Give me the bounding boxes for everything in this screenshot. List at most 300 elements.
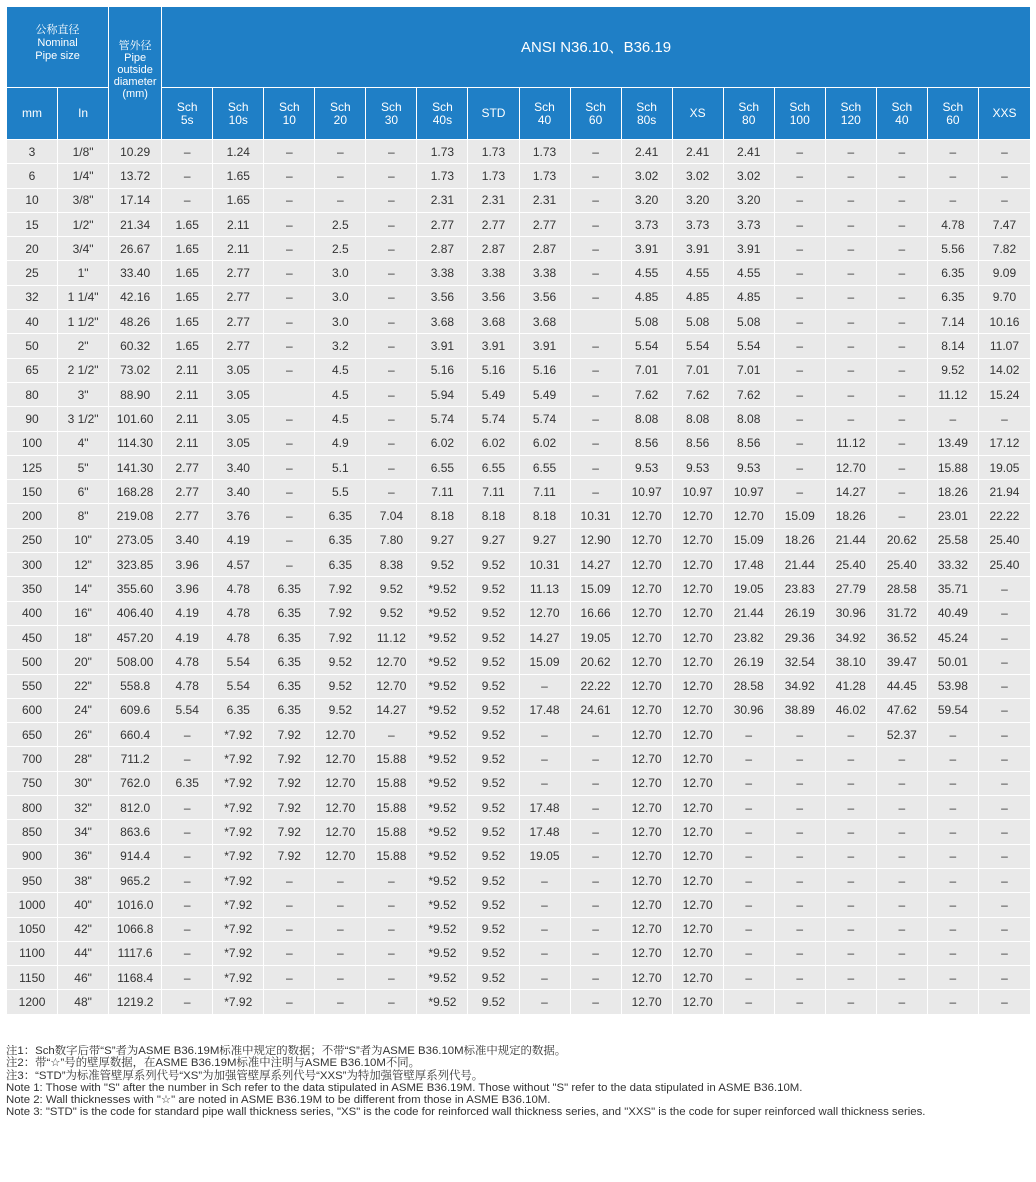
table-cell: 2.5: [315, 237, 366, 261]
table-cell: 550: [7, 674, 58, 698]
table-cell: 3.68: [468, 310, 519, 334]
table-cell: –: [570, 188, 621, 212]
table-cell: 2.77: [519, 212, 570, 236]
table-cell: 1200: [7, 990, 58, 1014]
table-cell: 2.41: [672, 140, 723, 164]
table-cell: 31.72: [876, 601, 927, 625]
table-cell: 30.96: [723, 698, 774, 722]
table-cell: 12.90: [570, 528, 621, 552]
table-cell: 12.70: [315, 820, 366, 844]
table-cell: 2.41: [723, 140, 774, 164]
table-cell: 12.70: [366, 650, 417, 674]
table-cell: 5.56: [927, 237, 978, 261]
table-cell: –: [519, 917, 570, 941]
table-cell: –: [570, 164, 621, 188]
table-cell: –: [162, 747, 213, 771]
table-cell: 22.22: [570, 674, 621, 698]
table-row: [7, 480, 1031, 504]
table-cell: –: [723, 941, 774, 965]
table-cell: –: [978, 796, 1030, 820]
table-cell: 42.16: [109, 285, 162, 309]
table-cell: 41.28: [825, 674, 876, 698]
table-cell: 12.70: [621, 577, 672, 601]
table-cell: –: [264, 212, 315, 236]
table-row: [7, 237, 1031, 261]
table-cell: 2.11: [213, 212, 264, 236]
table-cell: 21.44: [774, 553, 825, 577]
table-cell: 12.70: [672, 966, 723, 990]
table-cell: 28": [58, 747, 109, 771]
table-cell: 3.02: [672, 164, 723, 188]
table-cell: 38.10: [825, 650, 876, 674]
table-cell: –: [723, 796, 774, 820]
table-cell: 12.70: [621, 917, 672, 941]
table-cell: 52.37: [876, 723, 927, 747]
table-cell: –: [366, 407, 417, 431]
table-cell: 30.96: [825, 601, 876, 625]
table-cell: 4.78: [162, 650, 213, 674]
table-cell: 8.14: [927, 334, 978, 358]
table-cell: –: [570, 431, 621, 455]
table-cell: 3.05: [213, 382, 264, 406]
table-cell: 11.12: [927, 382, 978, 406]
table-cell: 7.47: [978, 212, 1030, 236]
table-cell: 1.73: [417, 140, 468, 164]
table-row: [7, 844, 1031, 868]
table-cell: –: [315, 941, 366, 965]
table-cell: 12.70: [621, 698, 672, 722]
table-cell: –: [876, 431, 927, 455]
table-cell: –: [825, 140, 876, 164]
table-cell: 15.88: [366, 771, 417, 795]
table-cell: 12.70: [621, 771, 672, 795]
table-cell: –: [570, 140, 621, 164]
table-cell: 13.72: [109, 164, 162, 188]
table-cell: 12.70: [672, 504, 723, 528]
table-cell: 1.73: [417, 164, 468, 188]
table-cell: 9.52: [468, 941, 519, 965]
table-cell: 3.38: [468, 261, 519, 285]
table-cell: –: [264, 431, 315, 455]
table-cell: 4.57: [213, 553, 264, 577]
table-cell: 7.82: [978, 237, 1030, 261]
table-cell: –: [366, 140, 417, 164]
table-cell: –: [723, 747, 774, 771]
table-cell: *9.52: [417, 820, 468, 844]
table-cell: 4.55: [723, 261, 774, 285]
table-cell: –: [774, 310, 825, 334]
table-cell: –: [519, 941, 570, 965]
table-cell: –: [366, 212, 417, 236]
table-cell: 12.70: [621, 601, 672, 625]
table-cell: 11.13: [519, 577, 570, 601]
table-cell: 3.40: [213, 455, 264, 479]
table-cell: –: [315, 868, 366, 892]
table-cell: –: [876, 917, 927, 941]
table-cell: –: [264, 966, 315, 990]
table-cell: 7.62: [621, 382, 672, 406]
table-cell: 12.70: [672, 771, 723, 795]
table-cell: 1219.2: [109, 990, 162, 1014]
table-cell: 273.05: [109, 528, 162, 552]
table-cell: *9.52: [417, 601, 468, 625]
table-cell: 8.18: [519, 504, 570, 528]
pipe-schedule-table: [6, 6, 1030, 1014]
table-cell: 6.35: [315, 528, 366, 552]
table-row: [7, 407, 1031, 431]
table-cell: 1.65: [162, 310, 213, 334]
table-cell: 15.09: [519, 650, 570, 674]
table-cell: –: [162, 868, 213, 892]
note-2-en: Note 2: Wall thicknesses with "☆" are noted in ASME B36.19M to be different from those in ASME B36.10M.: [6, 1094, 551, 1107]
table-cell: 9.52: [468, 698, 519, 722]
table-cell: –: [162, 796, 213, 820]
table-cell: *7.92: [213, 796, 264, 820]
table-cell: 3.05: [213, 431, 264, 455]
table-cell: –: [162, 844, 213, 868]
table-cell: –: [366, 261, 417, 285]
table-cell: *9.52: [417, 771, 468, 795]
table-cell: 5.08: [723, 310, 774, 334]
table-cell: 1.73: [519, 164, 570, 188]
table-cell: 6.35: [927, 261, 978, 285]
table-cell: 23.83: [774, 577, 825, 601]
table-cell: 3.96: [162, 553, 213, 577]
table-cell: 15.88: [366, 796, 417, 820]
table-cell: –: [825, 285, 876, 309]
table-cell: 7.14: [927, 310, 978, 334]
table-cell: –: [315, 990, 366, 1014]
table-cell: –: [723, 917, 774, 941]
table-cell: 4.85: [672, 285, 723, 309]
table-cell: 32.54: [774, 650, 825, 674]
table-cell: *9.52: [417, 941, 468, 965]
table-cell: 4": [58, 431, 109, 455]
table-cell: 27.79: [825, 577, 876, 601]
table-cell: *9.52: [417, 723, 468, 747]
table-cell: 3.02: [723, 164, 774, 188]
table-cell: 4.55: [621, 261, 672, 285]
table-cell: 7.62: [672, 382, 723, 406]
table-cell: 18.26: [774, 528, 825, 552]
table-cell: 5.16: [468, 358, 519, 382]
table-cell: –: [774, 140, 825, 164]
table-cell: –: [927, 844, 978, 868]
table-cell: –: [774, 771, 825, 795]
table-cell: 48": [58, 990, 109, 1014]
table-cell: –: [366, 966, 417, 990]
in-header: In: [58, 88, 109, 140]
table-cell: –: [927, 164, 978, 188]
table-cell: –: [570, 480, 621, 504]
table-cell: –: [825, 747, 876, 771]
table-cell: 15.88: [366, 820, 417, 844]
table-cell: –: [825, 917, 876, 941]
table-cell: –: [366, 917, 417, 941]
table-cell: 3.91: [519, 334, 570, 358]
table-cell: 5.49: [468, 382, 519, 406]
table-cell: 6.35: [315, 504, 366, 528]
outside-diameter-header: 管外径 Pipe outside diameter (mm): [109, 7, 162, 140]
table-cell: 45.24: [927, 625, 978, 649]
table-cell: 2.31: [417, 188, 468, 212]
table-cell: –: [774, 990, 825, 1014]
table-cell: 3.68: [417, 310, 468, 334]
table-cell: 3.40: [162, 528, 213, 552]
table-cell: –: [315, 164, 366, 188]
table-cell: –: [264, 480, 315, 504]
table-cell: 20.62: [876, 528, 927, 552]
nominal-size-header: 公称直径 Nominal Pipe size: [7, 7, 109, 88]
table-cell: –: [876, 771, 927, 795]
table-cell: 2.87: [519, 237, 570, 261]
table-cell: 53.98: [927, 674, 978, 698]
table-cell: 33.32: [927, 553, 978, 577]
table-cell: –: [264, 941, 315, 965]
table-cell: –: [570, 893, 621, 917]
table-cell: –: [570, 990, 621, 1014]
table-cell: 4.19: [213, 528, 264, 552]
table-cell: 3.56: [417, 285, 468, 309]
table-cell: 2.11: [162, 431, 213, 455]
table-cell: –: [366, 164, 417, 188]
table-cell: 3.96: [162, 577, 213, 601]
table-cell: 2.31: [519, 188, 570, 212]
table-cell: 8.08: [723, 407, 774, 431]
table-cell: 9.52: [468, 893, 519, 917]
table-cell: –: [774, 941, 825, 965]
table-cell: 558.8: [109, 674, 162, 698]
table-cell: –: [927, 140, 978, 164]
table-cell: 35.71: [927, 577, 978, 601]
table-cell: 3/4": [58, 237, 109, 261]
table-cell: 6: [7, 164, 58, 188]
table-cell: 7.92: [264, 723, 315, 747]
table-row: [7, 431, 1031, 455]
table-cell: 46.02: [825, 698, 876, 722]
table-cell: 12.70: [672, 868, 723, 892]
table-body: [7, 140, 1031, 1014]
table-cell: 508.00: [109, 650, 162, 674]
table-cell: –: [876, 310, 927, 334]
table-cell: 3 1/2": [58, 407, 109, 431]
table-cell: 3.0: [315, 261, 366, 285]
table-cell: –: [978, 164, 1030, 188]
table-cell: 3.91: [723, 237, 774, 261]
table-cell: –: [876, 796, 927, 820]
table-cell: –: [264, 553, 315, 577]
table-cell: 26": [58, 723, 109, 747]
table-cell: 8.56: [621, 431, 672, 455]
table-cell: 17.14: [109, 188, 162, 212]
table-cell: 48.26: [109, 310, 162, 334]
table-cell: 12.70: [672, 917, 723, 941]
table-cell: 4.78: [213, 601, 264, 625]
table-cell: 7.11: [519, 480, 570, 504]
table-cell: 350: [7, 577, 58, 601]
notes-block: [6, 1045, 1036, 1119]
table-cell: 12.70: [672, 650, 723, 674]
table-cell: 6.55: [417, 455, 468, 479]
table-cell: 5.54: [723, 334, 774, 358]
table-cell: 609.6: [109, 698, 162, 722]
table-cell: 20: [7, 237, 58, 261]
table-cell: 9.52: [468, 796, 519, 820]
table-cell: 812.0: [109, 796, 162, 820]
table-cell: 114.30: [109, 431, 162, 455]
table-cell: –: [774, 966, 825, 990]
table-cell: –: [723, 966, 774, 990]
table-cell: –: [162, 820, 213, 844]
table-cell: –: [978, 747, 1030, 771]
table-cell: 25.58: [927, 528, 978, 552]
table-cell: –: [264, 868, 315, 892]
table-cell: 5.1: [315, 455, 366, 479]
table-cell: 7.92: [264, 844, 315, 868]
table-cell: 8": [58, 504, 109, 528]
table-cell: –: [723, 868, 774, 892]
table-cell: 9.52: [468, 723, 519, 747]
schedule-header: Sch 80: [723, 88, 774, 140]
table-cell: –: [162, 164, 213, 188]
schedule-header: Sch 40s: [417, 88, 468, 140]
table-cell: 42": [58, 917, 109, 941]
table-cell: 6.35: [264, 674, 315, 698]
schedule-header: Sch 60: [570, 88, 621, 140]
table-cell: –: [774, 723, 825, 747]
table-cell: 50.01: [927, 650, 978, 674]
table-cell: –: [978, 650, 1030, 674]
table-cell: –: [978, 820, 1030, 844]
table-cell: *9.52: [417, 577, 468, 601]
table-cell: 12.70: [315, 723, 366, 747]
table-cell: –: [774, 188, 825, 212]
table-row: [7, 650, 1031, 674]
table-cell: –: [264, 917, 315, 941]
table-cell: 1.65: [162, 237, 213, 261]
table-cell: –: [825, 893, 876, 917]
table-cell: 12.70: [621, 796, 672, 820]
table-cell: –: [366, 455, 417, 479]
table-cell: 9.27: [417, 528, 468, 552]
table-cell: –: [927, 747, 978, 771]
table-cell: 34.92: [825, 625, 876, 649]
table-cell: –: [264, 455, 315, 479]
table-cell: 44.45: [876, 674, 927, 698]
table-cell: 3.05: [213, 407, 264, 431]
table-row: [7, 164, 1031, 188]
table-cell: 9.27: [468, 528, 519, 552]
table-cell: 4.19: [162, 625, 213, 649]
table-cell: 2.11: [213, 237, 264, 261]
table-cell: 2.41: [621, 140, 672, 164]
table-cell: 9.52: [468, 577, 519, 601]
table-cell: 20": [58, 650, 109, 674]
table-cell: 9.52: [468, 674, 519, 698]
table-cell: 9.52: [468, 650, 519, 674]
table-cell: 9.52: [468, 771, 519, 795]
table-cell: 9.53: [672, 455, 723, 479]
table-cell: –: [927, 990, 978, 1014]
table-cell: –: [519, 990, 570, 1014]
table-cell: 73.02: [109, 358, 162, 382]
table-cell: –: [723, 723, 774, 747]
table-cell: 700: [7, 747, 58, 771]
table-cell: –: [774, 820, 825, 844]
table-cell: 12.70: [621, 747, 672, 771]
table-cell: 3.91: [621, 237, 672, 261]
table-cell: –: [774, 164, 825, 188]
table-cell: 3.38: [417, 261, 468, 285]
table-cell: –: [519, 893, 570, 917]
table-cell: *7.92: [213, 990, 264, 1014]
table-cell: –: [366, 431, 417, 455]
table-cell: 12.70: [621, 990, 672, 1014]
table-cell: –: [825, 261, 876, 285]
table-cell: –: [162, 917, 213, 941]
table-cell: 3.56: [468, 285, 519, 309]
table-cell: 150: [7, 480, 58, 504]
table-cell: –: [978, 188, 1030, 212]
table-cell: –: [264, 261, 315, 285]
table-cell: –: [723, 990, 774, 1014]
table-cell: *9.52: [417, 990, 468, 1014]
table-cell: 1 1/2": [58, 310, 109, 334]
table-cell: 2": [58, 334, 109, 358]
table-cell: –: [876, 990, 927, 1014]
table-cell: 13.49: [927, 431, 978, 455]
table-cell: –: [876, 188, 927, 212]
table-cell: –: [876, 504, 927, 528]
table-cell: 2.87: [417, 237, 468, 261]
table-cell: –: [774, 844, 825, 868]
table-cell: 4.85: [621, 285, 672, 309]
table-cell: 10.97: [723, 480, 774, 504]
table-cell: –: [519, 966, 570, 990]
table-cell: 26.67: [109, 237, 162, 261]
mm-header: mm: [7, 88, 58, 140]
table-cell: –: [264, 528, 315, 552]
table-cell: –: [876, 164, 927, 188]
table-cell: –: [978, 601, 1030, 625]
table-cell: –: [366, 358, 417, 382]
table-cell: –: [774, 261, 825, 285]
note-1-en: Note 1: Those with "S" after the number in Sch refer to the data stipulated in ASME B36.19M. Those without "S" refer to the data stipulated in ASME B36.10M.: [6, 1081, 803, 1094]
table-cell: –: [366, 990, 417, 1014]
table-cell: 25.40: [978, 553, 1030, 577]
table-cell: 3": [58, 382, 109, 406]
table-cell: 17.12: [978, 431, 1030, 455]
table-cell: 850: [7, 820, 58, 844]
table-cell: –: [876, 285, 927, 309]
table-row: [7, 455, 1031, 479]
table-cell: –: [825, 407, 876, 431]
table-cell: –: [876, 893, 927, 917]
table-cell: 17.48: [519, 820, 570, 844]
table-cell: –: [162, 188, 213, 212]
table-cell: 16.66: [570, 601, 621, 625]
table-cell: –: [825, 796, 876, 820]
table-cell: 12.70: [672, 893, 723, 917]
table-cell: –: [366, 310, 417, 334]
table-cell: 15.24: [978, 382, 1030, 406]
table-cell: –: [264, 237, 315, 261]
table-cell: 2.11: [162, 382, 213, 406]
table-row: [7, 698, 1031, 722]
table-cell: 10.97: [621, 480, 672, 504]
table-cell: 21.44: [723, 601, 774, 625]
table-cell: 1.65: [213, 188, 264, 212]
